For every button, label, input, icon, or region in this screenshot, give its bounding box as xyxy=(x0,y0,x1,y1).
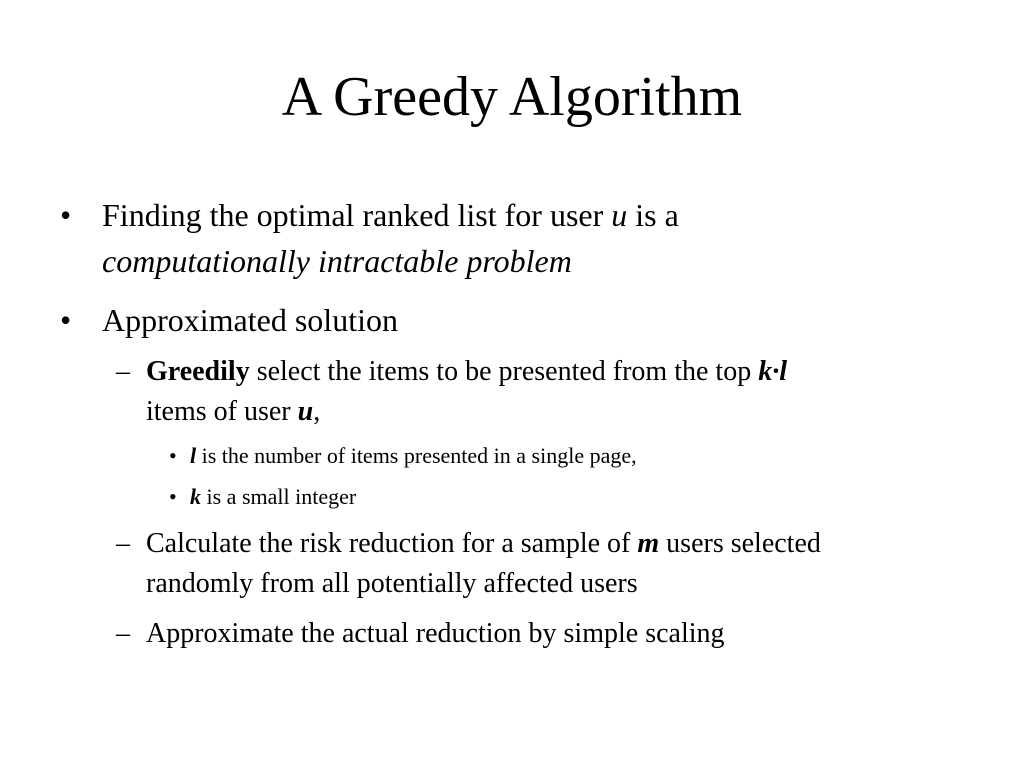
sub-sub-bullet-text xyxy=(190,482,990,512)
bullet-marker: • xyxy=(60,302,72,338)
dash-marker: – xyxy=(116,528,130,559)
variable-u: u xyxy=(611,197,628,233)
bullet-line xyxy=(146,392,986,432)
bullet-text-segment: is a xyxy=(627,197,679,233)
dash-marker: – xyxy=(116,356,130,387)
bullet-text-segment: Finding the optimal ranked list for user xyxy=(102,197,612,233)
emphasis-text: computationally intractable problem xyxy=(102,243,572,279)
bullet-text-segment: is the number of items presented in a single page, xyxy=(196,443,637,468)
bullet-text-segment: users selected xyxy=(659,528,821,559)
sub-bullet-text xyxy=(146,524,986,604)
bullet-text-segment: , xyxy=(313,396,321,427)
bullet-text-segment: Calculate the risk reduction for a sample of xyxy=(146,528,638,559)
dash-marker: – xyxy=(116,618,130,649)
bullet-text-segment: select the items to be presented from the top xyxy=(249,356,759,387)
bullet-marker: • xyxy=(169,443,177,468)
variable-m: m xyxy=(637,528,660,559)
bold-term: Greedily xyxy=(146,356,250,387)
slide-title: A Greedy Algorithm xyxy=(281,66,743,128)
bullet-marker: • xyxy=(169,484,177,509)
sub-bullet-text xyxy=(146,352,986,432)
bullet-text: Approximated solution xyxy=(102,302,398,338)
variable-k: k xyxy=(190,484,201,509)
bullet-text-segment: items of user xyxy=(146,396,298,427)
bullet-text-segment: is a small integer xyxy=(201,484,357,509)
variable-kl: k·l xyxy=(758,356,787,387)
variable-u: u xyxy=(297,396,314,427)
bullet-line: randomly from all potentially affected users xyxy=(146,568,638,599)
sub-bullet-text: Approximate the actual reduction by simple scaling xyxy=(146,618,725,649)
sub-sub-bullet-text xyxy=(190,441,990,471)
bullet-line xyxy=(146,524,986,564)
bullet-line xyxy=(102,192,982,238)
bullet-text xyxy=(102,192,982,284)
bullet-line xyxy=(146,352,986,392)
variable-l: l xyxy=(190,443,197,468)
bullet-marker: • xyxy=(60,197,72,233)
